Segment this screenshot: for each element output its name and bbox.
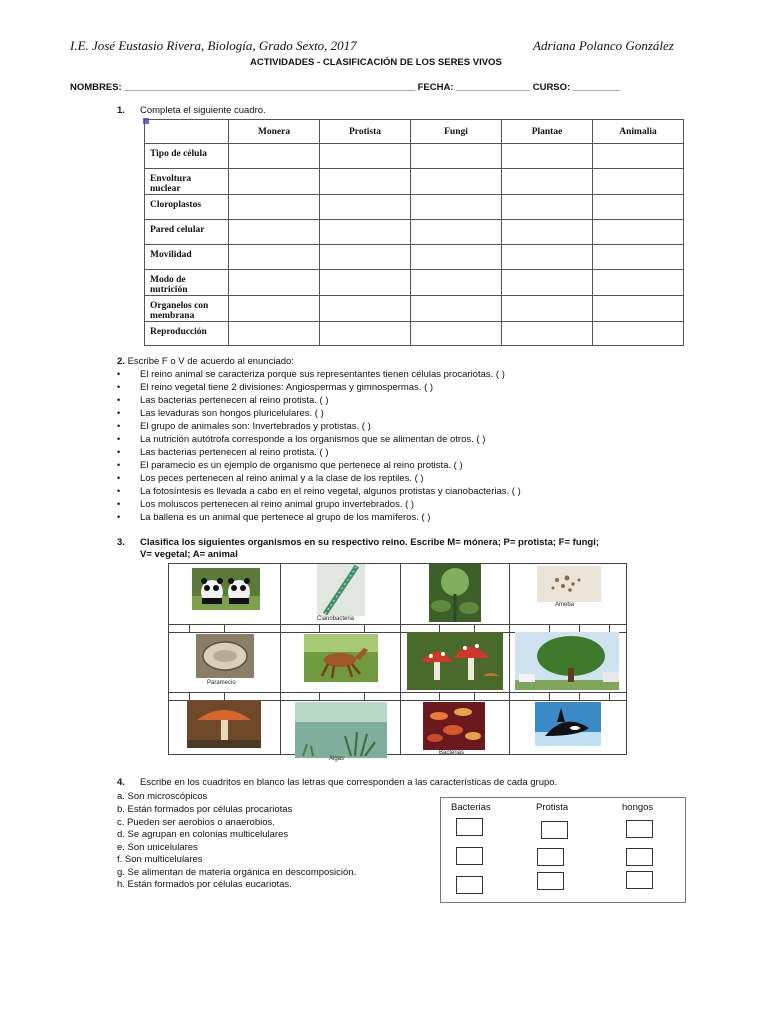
tick	[609, 625, 610, 632]
column-header: Protista	[320, 120, 411, 144]
tick	[609, 693, 610, 700]
q4-prompt: Escribe en los cuadritos en blanco las letras que corresponden a las características de cada grupo.	[140, 777, 558, 788]
q3-number: 3.	[117, 537, 125, 548]
table-cell[interactable]	[411, 270, 502, 296]
q2-number: 2.	[117, 356, 125, 367]
list-item: g. Se alimentan de materia orgánica en descomposición.	[117, 867, 357, 878]
table-cell[interactable]	[593, 169, 684, 195]
algae-caption: Algas	[329, 756, 345, 762]
q2-prompt-text: Escribe F o V de acuerdo al enunciado:	[127, 356, 294, 367]
table-cell[interactable]	[502, 169, 593, 195]
tick	[549, 693, 550, 700]
list-item: Las bacterias pertenecen al reino protista. ( )	[140, 395, 329, 406]
list-item: El paramecio es un ejemplo de organismo que pertenece al reino protista. ( )	[140, 460, 463, 471]
table-cell[interactable]	[593, 220, 684, 245]
table-cell[interactable]	[593, 245, 684, 270]
table-row	[145, 144, 684, 169]
answer-box[interactable]	[456, 847, 483, 865]
table-cell[interactable]	[502, 245, 593, 270]
tick	[474, 625, 475, 632]
table-cell[interactable]	[411, 169, 502, 195]
classification-table	[144, 119, 684, 346]
column-header: Monera	[229, 120, 320, 144]
tick	[319, 693, 320, 700]
table-cell[interactable]	[593, 296, 684, 322]
answer-box[interactable]	[541, 821, 568, 839]
table-cell[interactable]	[320, 270, 411, 296]
table-cell[interactable]	[320, 144, 411, 169]
tick	[579, 625, 580, 632]
list-item: d. Se agrupan en colonias multicelulares	[117, 829, 289, 840]
paramecio-image	[196, 634, 254, 678]
cianobacteria-image	[317, 564, 365, 616]
table-cell[interactable]	[593, 270, 684, 296]
table-row	[145, 245, 684, 270]
table-cell[interactable]	[229, 296, 320, 322]
answer-box[interactable]	[537, 848, 564, 866]
table-cell[interactable]	[502, 220, 593, 245]
organisms-grid	[168, 563, 627, 762]
table-cell[interactable]	[593, 322, 684, 346]
page-title: ACTIVIDADES - CLASIFICACIÓN DE LOS SERES VIVOS	[250, 57, 502, 68]
table-cell[interactable]	[411, 144, 502, 169]
bullet: •	[117, 408, 121, 418]
answer-box[interactable]	[626, 871, 653, 889]
tick	[224, 625, 225, 632]
tick	[189, 625, 190, 632]
table-cell[interactable]	[320, 245, 411, 270]
tick	[364, 693, 365, 700]
list-item: b. Están formados por células procariotas	[117, 804, 293, 815]
table-row	[145, 322, 684, 346]
row-header: Modo de nutrición	[145, 270, 229, 296]
table-cell[interactable]	[502, 270, 593, 296]
row-header: Tipo de célula	[145, 144, 229, 169]
row-header: Cloroplastos	[145, 195, 229, 220]
bullet: •	[117, 486, 121, 496]
group-header-hongos: hongos	[622, 802, 654, 813]
answer-box[interactable]	[537, 872, 564, 890]
list-item: Los peces pertenecen al reino animal y a la clase de los reptiles. ( )	[140, 473, 424, 484]
tree-image	[515, 632, 619, 690]
ameba-image	[537, 566, 601, 602]
bullet: •	[117, 499, 121, 509]
bullet: •	[117, 369, 121, 379]
grid-line	[509, 564, 510, 754]
table-cell[interactable]	[411, 220, 502, 245]
table-cell[interactable]	[229, 169, 320, 195]
groups-box	[440, 797, 686, 903]
bullet: •	[117, 473, 121, 483]
bullet: •	[117, 421, 121, 431]
pandas-image	[192, 568, 260, 610]
list-item: a. Son microscópicos	[117, 791, 208, 802]
tick	[474, 693, 475, 700]
bullet: •	[117, 512, 121, 522]
bullet: •	[117, 395, 121, 405]
q3-prompt-line1: Clasifica los siguientes organismos en su respectivo reino. Escribe M= mónera; P= protista; F= fungi;	[140, 537, 600, 548]
table-cell[interactable]	[229, 220, 320, 245]
tick	[549, 625, 550, 632]
group-header-protista: Protista	[536, 802, 569, 813]
list-item: f. Son multicelulares	[117, 854, 203, 865]
table-corner	[145, 120, 229, 144]
table-row	[145, 220, 684, 245]
table-cell[interactable]	[229, 270, 320, 296]
answer-box[interactable]	[456, 876, 483, 894]
table-cell[interactable]	[320, 322, 411, 346]
list-item: La ballena es un animal que pertenece al grupo de los mamíferos. ( )	[140, 512, 431, 523]
tick	[439, 625, 440, 632]
table-header-row	[145, 120, 684, 144]
q3-prompt-line2: V= vegetal; A= animal	[140, 549, 238, 560]
list-item: Las bacterias pertenecen al reino protista. ( )	[140, 447, 329, 458]
table-cell[interactable]	[320, 220, 411, 245]
table-cell[interactable]	[229, 195, 320, 220]
table-cell[interactable]	[411, 195, 502, 220]
list-item: El reino animal se caracteriza porque sus representantes tienen células procariotas. ( )	[140, 369, 505, 380]
group-header-bacterias: Bacterias	[451, 802, 491, 813]
table-row	[145, 296, 684, 322]
column-header: Fungi	[411, 120, 502, 144]
row-header: Reproducción	[145, 322, 229, 346]
table-cell[interactable]	[411, 322, 502, 346]
list-item: c. Pueden ser aerobios o anaerobios.	[117, 817, 275, 828]
list-item: El reino vegetal tiene 2 divisiones: Angiospermas y gimnospermas. ( )	[140, 382, 434, 393]
table-cell[interactable]	[502, 296, 593, 322]
answer-box[interactable]	[626, 820, 653, 838]
bullet: •	[117, 447, 121, 457]
q1-number: 1.	[117, 105, 125, 116]
q2-prompt	[117, 356, 294, 367]
bullet: •	[117, 434, 121, 444]
list-item: Las levaduras son hongos pluricelulares. ( )	[140, 408, 324, 419]
table-cell[interactable]	[229, 245, 320, 270]
answer-box[interactable]	[626, 848, 653, 866]
tick	[439, 693, 440, 700]
table-cell[interactable]	[320, 195, 411, 220]
list-item: h. Están formados por células eucariotas.	[117, 879, 292, 890]
header-right: Adriana Polanco González	[533, 38, 674, 53]
bacteria-image	[423, 702, 485, 750]
column-header: Plantae	[502, 120, 593, 144]
table-row	[145, 195, 684, 220]
tick	[189, 693, 190, 700]
fern-image	[429, 564, 481, 622]
ameba-caption: Ameba	[555, 602, 575, 608]
list-item: Los moluscos pertenecen al reino animal grupo invertebrados. ( )	[140, 499, 415, 510]
column-header: Animalia	[593, 120, 684, 144]
list-item: La nutrición autótrofa corresponde a los organismos que se alimentan de otros. ( )	[140, 434, 486, 445]
grid-line	[280, 564, 281, 754]
table-cell[interactable]	[411, 245, 502, 270]
table-cell[interactable]	[593, 144, 684, 169]
fields-line: NOMBRES: _______________________________________________________ FECHA: ______________ CURSO: _________	[70, 82, 621, 93]
tick	[579, 693, 580, 700]
mushrooms-image	[407, 632, 503, 690]
bullet: •	[117, 460, 121, 470]
orca-image	[535, 702, 601, 746]
cianobacteria-caption: Cianobacteria	[317, 616, 355, 622]
table-cell[interactable]	[593, 195, 684, 220]
table-cell[interactable]	[502, 322, 593, 346]
tick	[364, 625, 365, 632]
list-item: e. Son unicelulares	[117, 842, 198, 853]
row-header: Pared celular	[145, 220, 229, 245]
table-row	[145, 270, 684, 296]
list-item: La fotosíntesis es llevada a cabo en el reino vegetal, algunos protistas y cianobacterias. ( )	[140, 486, 521, 497]
table-cell[interactable]	[229, 144, 320, 169]
mushroom-image	[187, 700, 261, 748]
grid-line	[400, 564, 401, 754]
row-header: Envoltura nuclear	[145, 169, 229, 195]
row-header: Movilidad	[145, 245, 229, 270]
tick	[319, 625, 320, 632]
bullet: •	[117, 382, 121, 392]
table-row	[145, 169, 684, 195]
list-item: El grupo de animales son: Invertebrados y protistas. ( )	[140, 421, 371, 432]
algae-image	[295, 702, 387, 758]
q4-number: 4.	[117, 777, 125, 788]
bacteria-caption: Bacterias	[439, 750, 465, 756]
table-cell[interactable]	[320, 296, 411, 322]
table-cell[interactable]	[229, 322, 320, 346]
table-cell[interactable]	[502, 144, 593, 169]
answer-box[interactable]	[456, 818, 483, 836]
paramecio-caption: Paramecio	[207, 680, 236, 686]
table-cell[interactable]	[502, 195, 593, 220]
row-header: Organelos con membrana	[145, 296, 229, 322]
tick	[224, 693, 225, 700]
header-left: I.E. José Eustasio Rivera, Biología, Grado Sexto, 2017	[70, 38, 357, 53]
horse-image	[304, 634, 378, 682]
table-cell[interactable]	[411, 296, 502, 322]
q1-prompt: Completa el siguiente cuadro.	[140, 105, 266, 116]
table-cell[interactable]	[320, 169, 411, 195]
